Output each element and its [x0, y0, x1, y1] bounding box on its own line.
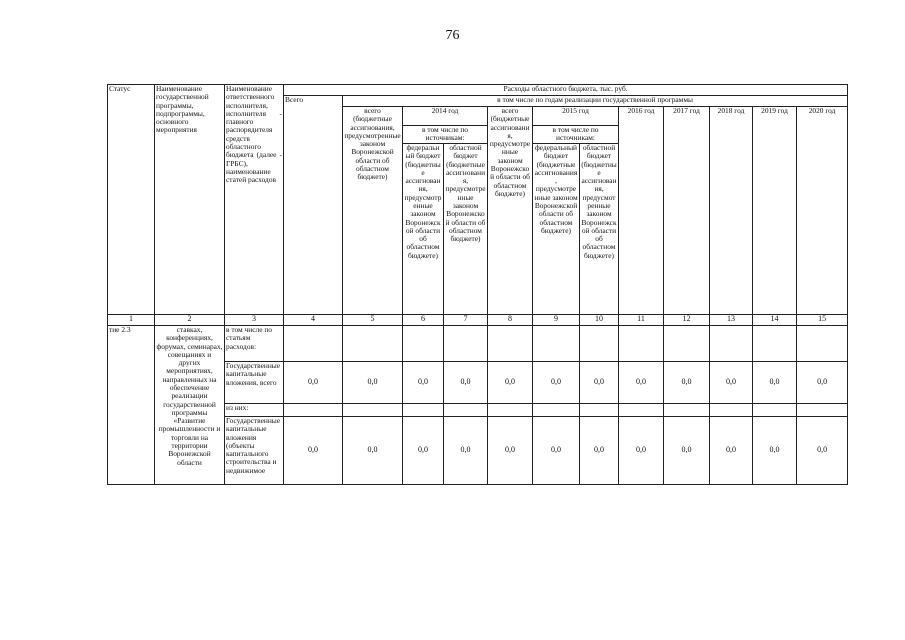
budget-table [107, 84, 848, 485]
column-number: 5 [343, 315, 403, 326]
column-number: 12 [664, 315, 710, 326]
row-label: из них: [225, 404, 284, 417]
value-cell: 0,0 [444, 417, 488, 485]
header-status: Статус [108, 85, 155, 315]
header-program-name: Наименование государственной программы, подпрограммы, основного мероприятия [155, 85, 225, 315]
header-regional-2015: областной бюджет (бюджетные ассигнования, предусмотренные законом Воронежской области об областном бюджете) [580, 144, 619, 315]
column-number: 14 [753, 315, 797, 326]
value-cell: 0,0 [284, 417, 343, 485]
header-expenses: Расходы областного бюджета, тыс. руб. [284, 85, 848, 96]
value-cell: 0,0 [797, 417, 848, 485]
value-cell: 0,0 [533, 417, 580, 485]
value-cell: 0,0 [797, 362, 848, 404]
header-incl-sources-2014: в том числе по источникам: [403, 126, 488, 144]
header-year-2014: 2014 год [403, 107, 488, 126]
header-year-2018: 2018 год [710, 107, 753, 315]
row-label: Государственные капитальные вложения, всего [225, 362, 284, 404]
column-number: 4 [284, 315, 343, 326]
value-cell: 0,0 [403, 417, 444, 485]
value-cell: 0,0 [619, 417, 664, 485]
value-cell: 0,0 [753, 362, 797, 404]
header-total-2015: всего (бюджетные ассигнования, предусмотренные законом Воронежской области об областном бюджете) [488, 107, 533, 315]
header-total-budget-law: всего (бюджетные ассигнования, предусмотренные законом Воронежской области об областном бюджете) [343, 107, 403, 315]
value-cell: 0,0 [710, 362, 753, 404]
header-federal-2014: федеральный бюджет (бюджетные ассигнования, предусмотренные законом Воронежской области об областном бюджете) [403, 144, 444, 315]
value-cell: 0,0 [403, 362, 444, 404]
page-number: 76 [445, 28, 460, 43]
column-number: 3 [225, 315, 284, 326]
header-regional-2014: областной бюджет (бюджетные ассигнования, предусмотренные законом Воронежской области об областном бюджете) [444, 144, 488, 315]
row-label: Государственные капитальные вложения (объекты капитального строительства и недвижимое [225, 417, 284, 485]
value-cell: 0,0 [533, 362, 580, 404]
column-number: 1 [108, 315, 155, 326]
value-cell: 0,0 [619, 362, 664, 404]
value-cell: 0,0 [444, 362, 488, 404]
header-year-2015: 2015 год [533, 107, 619, 126]
column-number: 15 [797, 315, 848, 326]
column-number: 6 [403, 315, 444, 326]
header-year-2017: 2017 год [664, 107, 710, 315]
header-year-2019: 2019 год [753, 107, 797, 315]
column-number: 13 [710, 315, 753, 326]
header-by-years: в том числе по годам реализации государственной программы [343, 96, 848, 107]
column-number: 11 [619, 315, 664, 326]
value-cell: 0,0 [753, 417, 797, 485]
header-incl-sources-2015: в том числе по источникам: [533, 126, 619, 144]
header-year-2016: 2016 год [619, 107, 664, 315]
row-program-text: ставках, конференциях, форумах, семинарах, совещаниях и других мероприятиях, направленных на обеспечение реализации государственной программы «Развитие промышленности и торговли на территории Воронежской области [155, 326, 225, 485]
row-label: в том числе по статьям расходов: [225, 326, 284, 362]
column-number: 9 [533, 315, 580, 326]
column-number: 10 [580, 315, 619, 326]
value-cell: 0,0 [580, 362, 619, 404]
column-number: 2 [155, 315, 225, 326]
header-total: Всего [284, 96, 343, 315]
value-cell: 0,0 [343, 417, 403, 485]
value-cell: 0,0 [343, 362, 403, 404]
value-cell: 0,0 [284, 362, 343, 404]
value-cell: 0,0 [710, 417, 753, 485]
value-cell: 0,0 [664, 362, 710, 404]
value-cell: 0,0 [664, 417, 710, 485]
column-number: 8 [488, 315, 533, 326]
value-cell: 0,0 [488, 417, 533, 485]
value-cell: 0,0 [580, 417, 619, 485]
value-cell: 0,0 [488, 362, 533, 404]
column-number: 7 [444, 315, 488, 326]
header-year-2020: 2020 год [797, 107, 848, 315]
header-federal-2015: федеральный бюджет (бюджетные ассигнования, предусмотренные законом Воронежской области об областном бюджете) [533, 144, 580, 315]
row-status: тие 2.3 [108, 326, 155, 485]
header-executor-name: Наименование ответственного исполнителя, исполнителя - главного распорядителя средств областного бюджета (далее - ГРБС), наименование статей расходов [225, 85, 284, 315]
